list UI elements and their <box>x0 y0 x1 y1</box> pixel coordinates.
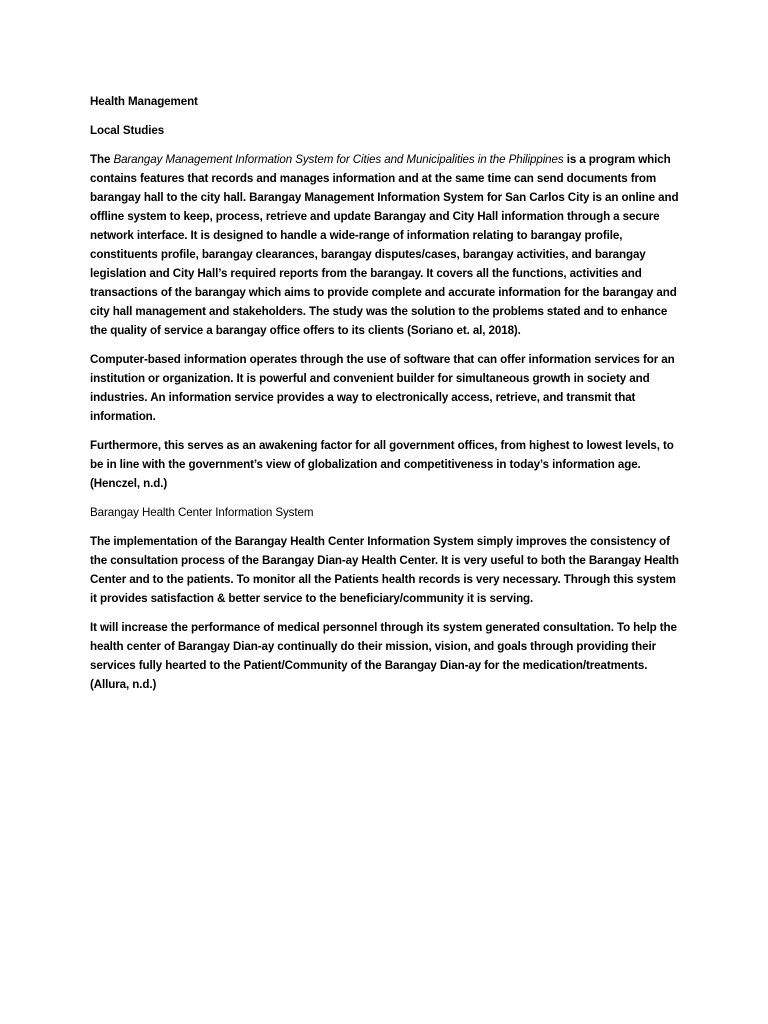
heading-local-studies: Local Studies <box>90 124 165 137</box>
heading-health-management: Health Management <box>90 95 198 108</box>
paragraph-1-prefix: The <box>90 153 114 166</box>
cited-system-title: Barangay Management Information System for Cities and Municipalities in the Philippines <box>113 153 564 166</box>
paragraph-health-center-implementation: The implementation of the Barangay Health Center Information System simply improves the consistency of the consultation process of the Barangay Dian-ay Health Center. It is very useful to both the Barangay Health Center and to the patients. To monitor all the Patients health records is very necessary. Through this system it provides satisfaction & better service to the beneficiary/community it is serving. <box>90 535 679 605</box>
document-page <box>90 92 680 704</box>
heading-barangay-health-center: Barangay Health Center Information System <box>90 506 314 519</box>
paragraph-medical-personnel-performance: It will increase the performance of medical personnel through its system generated consultation. To help the health center of Barangay Dian-ay continually do their mission, vision, and goals through providing their services fully hearted to the Patient/Community of the Barangay Dian-ay for the medication/treatments. (Allura, n.d.) <box>90 621 677 691</box>
paragraph-1-body: is a program which contains features that records and manages information and at the same time can send documents from barangay hall to the city hall. Barangay Management Information System for San Carlos City is an online and offline system to keep, process, retrieve and update Barangay and City Hall information through a secure network interface. It is designed to handle a wide-range of information relating to barangay profile, constituents profile, barangay clearances, barangay disputes/cases, barangay activities, and barangay legislation and City Hall’s required reports from the barangay. It covers all the functions, activities and transactions of the barangay which aims to provide complete and accurate information for the barangay and city hall management and stakeholders. The study was the solution to the problems stated and to enhance the quality of service a barangay office offers to its clients (Soriano et. al, 2018). <box>90 153 679 337</box>
paragraph-awakening-factor: Furthermore, this serves as an awakening factor for all government offices, from highest to lowest levels, to be in line with the government’s view of globalization and competitiveness in today’s information age. (Henczel, n.d.) <box>90 439 674 490</box>
paragraph-barangay-management-system <box>90 150 680 340</box>
paragraph-computer-based-information: Computer-based information operates through the use of software that can offer information services for an institution or organization. It is powerful and convenient builder for simultaneous growth in society and industries. An information service provides a way to electronically access, retrieve, and transmit that information. <box>90 353 675 423</box>
